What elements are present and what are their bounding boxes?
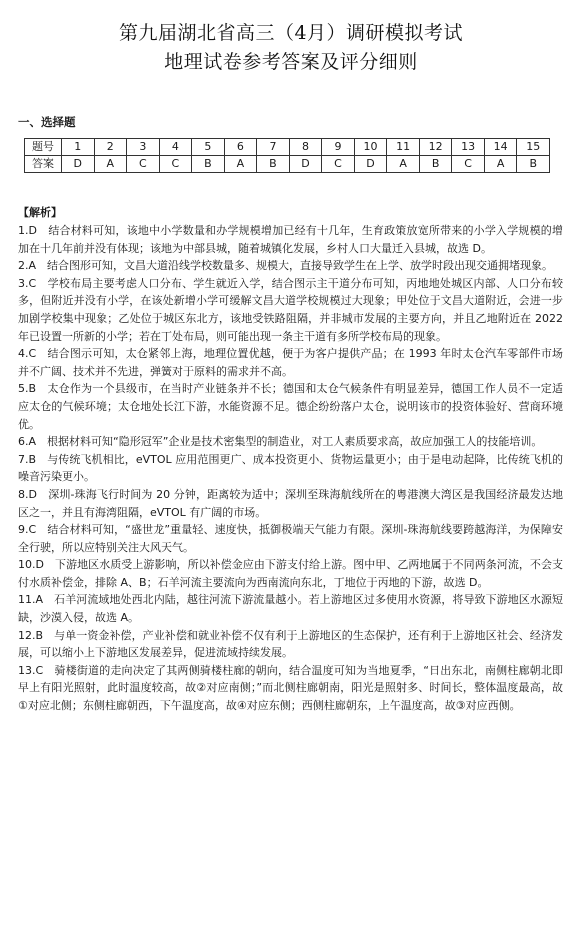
question-number: 13: [452, 139, 485, 156]
answer-cell: B: [192, 156, 225, 173]
answer-cell: B: [257, 156, 290, 173]
explanation-item: 4.C 结合图示可知，太仓紧邻上海，地理位置优越，便于为客户提供产品；在 1993 年时太仓汽车零部件市场并不广阔、技术并不先进，弹簧对于原料的需求并不高。: [18, 347, 563, 378]
row-label-number: 题号: [25, 139, 62, 156]
explanation-item: 12.B 与单一资金补偿，产业补偿和就业补偿不仅有利于上游地区的生态保护，还有利于上游地区社会、经济发展，可以缩小上下游地区发展差异，促进流域持续发展。: [18, 628, 563, 660]
explanation-item: 7.B 与传统飞机相比，eVTOL 应用范围更广、成本投资更小、货物运量更小；由于是电动起降，比传统飞机的噪音污染更小。: [18, 452, 563, 484]
explanation-list: [18, 222, 563, 715]
explanation-item: 11.A 石羊河流域地处西北内陆，越往河流下游流量越小。若上游地区过多使用水资源，将导致下游地区水源短缺，沙漠入侵，故选 A。: [18, 593, 563, 625]
answer-table: [24, 138, 550, 173]
question-number: 10: [354, 139, 387, 156]
answer-cell: D: [354, 156, 387, 173]
answer-cell: A: [484, 156, 517, 173]
page-subtitle: 地理试卷参考答案及评分细则: [164, 51, 418, 73]
question-number: 3: [127, 139, 160, 156]
question-number: 12: [419, 139, 452, 156]
answer-cell: D: [289, 156, 322, 173]
answer-cell: C: [452, 156, 485, 173]
explanation-item: 6.A 根据材料可知“隐形冠军”企业是技术密集型的制造业，对工人素质要求高，故应加强工人的技能培训。: [18, 435, 543, 449]
answer-cell: D: [62, 156, 95, 173]
analysis-heading: 【解析】: [18, 206, 62, 219]
explanation-item: 9.C 结合材料可知，“盛世龙”重量轻、速度快，抵御极端天气能力有限。深圳-珠海航线要跨越海洋，为保障安全行驶，所以应特别关注大风天气。: [18, 523, 563, 554]
question-number: 8: [289, 139, 322, 156]
page-title: 第九届湖北省高三（4月）调研模拟考试: [118, 22, 464, 44]
answer-cell: A: [224, 156, 257, 173]
answer-cell: B: [517, 156, 550, 173]
answer-cell: C: [159, 156, 192, 173]
explanation-item: 5.B 太仓作为一个县级市，在当时产业链条并不长；德国和太仓气候条件有明显差异，德国工作人员不一定适应太仓的气候环境；太仓地处长江下游，水能资源不足。德企纷纷落户太仓，说明该市的投资体验好、营商环境优。: [18, 382, 563, 431]
question-number: 9: [322, 139, 355, 156]
explanation-item: 1.D 结合材料可知，该地中小学数量和办学规模增加已经有十几年，生育政策放宽所带来的小学入学规模的增加在十几年前并没有体现；该地为中部县城，随着城镇化发展，乡村人口大量迁入县城，故选 D。: [18, 224, 563, 255]
answer-cell: A: [94, 156, 127, 173]
answer-cell: C: [127, 156, 160, 173]
explanation-item: 3.C 学校布局主要考虑人口分布、学生就近入学，结合图示主干道分布可知，丙地地处城区内部、人口分布较多，但附近并没有小学，在该处新增小学可缓解文昌大道学校规模过大现象；甲处位于文昌大道附近，会进一步加剧学校集中现象；乙处位于城区东北方，该地受铁路阻隔，并非城市发展的主要方向，并且乙地附近在 2022 年已设置一所新的小学；若在丁处布局，则可能出现一条主干道有多所学校布局的现象。: [18, 276, 563, 343]
answer-cell: C: [322, 156, 355, 173]
answer-row: [25, 156, 550, 173]
question-number: 5: [192, 139, 225, 156]
answer-cell: A: [387, 156, 420, 173]
question-number: 7: [257, 139, 290, 156]
question-number: 6: [224, 139, 257, 156]
question-number: 11: [387, 139, 420, 156]
answer-cell: B: [419, 156, 452, 173]
question-number: 4: [159, 139, 192, 156]
question-number: 14: [484, 139, 517, 156]
section-heading-choice: 一、选择题: [18, 115, 76, 129]
question-number-row: [25, 139, 550, 156]
explanation-item: 13.C 骑楼街道的走向决定了其两侧骑楼柱廊的朝向，结合温度可知为当地夏季，“日出东北，南侧柱廊朝北即早上有阳光照射，此时温度较高，故②对应南侧；”而北侧柱廊朝南，阳光是照射多、时间长，整体温度最高，故①对应北侧；东侧柱廊朝西，下午温度高，故④对应东侧；西侧柱廊朝东，上午温度高，故③对应西侧。: [18, 663, 563, 713]
explanation-item: 2.A 结合图形可知，文昌大道沿线学校数量多、规模大，直接导致学生在上学、放学时段出现交通拥堵现象。: [18, 259, 554, 273]
question-number: 15: [517, 139, 550, 156]
question-number: 1: [62, 139, 95, 156]
row-label-answer: 答案: [25, 156, 62, 173]
explanation-item: 8.D 深圳-珠海飞行时间为 20 分钟，距离较为适中；深圳至珠海航线所在的粤港澳大湾区是我国经济最发达地区之一，并且有海湾阻隔，eVTOL 有广阔的市场。: [18, 487, 563, 519]
question-number: 2: [94, 139, 127, 156]
explanation-item: 10.D 下游地区水质受上游影响，所以补偿金应由下游支付给上游。图中甲、乙两地属于不同两条河流，不会支付水质补偿金，排除 A、B；石羊河流主要流向为西南流向东北，丁地位于丙地的下游，故选 D。: [18, 558, 563, 589]
